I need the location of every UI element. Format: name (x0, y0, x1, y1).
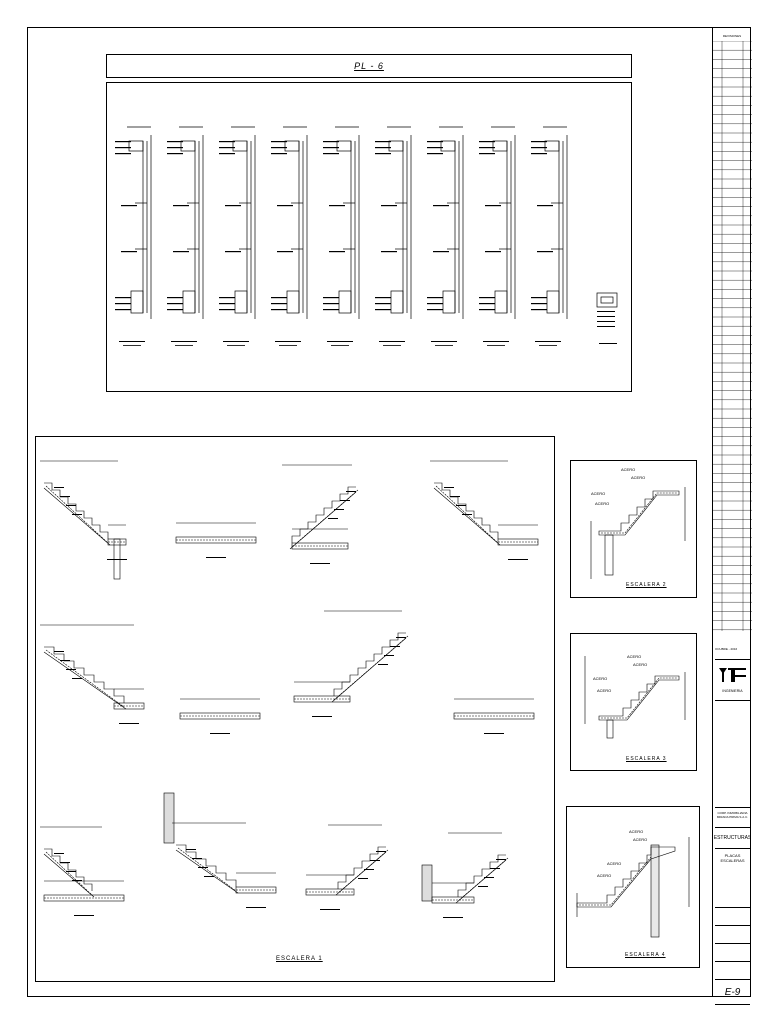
escalera-3-panel (570, 633, 697, 771)
svg-text:ACERO: ACERO (627, 654, 642, 659)
wall-elevation (323, 127, 359, 346)
stair-flight (430, 461, 508, 545)
stair-flight (328, 825, 388, 895)
drawing-title-2: ESCALERAS (720, 858, 745, 863)
date-line: OCUBRE - 2016 (715, 647, 738, 651)
stair-flight (40, 625, 134, 709)
svg-text:ACERO: ACERO (595, 501, 610, 506)
stair-landing (294, 682, 350, 717)
discipline-box (715, 827, 750, 849)
drawing-title-1: PLACAS (724, 853, 741, 858)
owner-block (715, 807, 750, 819)
wall-elevation (115, 127, 151, 346)
title-block-lower-lines (715, 907, 750, 978)
revisions-grid (713, 41, 752, 631)
escalera-1-panel (35, 436, 555, 982)
sheet-number-box (715, 979, 750, 1005)
stair-landing (176, 523, 256, 558)
stair-landing (454, 699, 534, 734)
stair-flight (40, 827, 102, 897)
stair-landing (107, 525, 127, 560)
escalera-4-label: ESCALERA 4 (625, 952, 666, 958)
escalera-2-label: ESCALERA 2 (626, 582, 667, 588)
stair-landing (292, 529, 348, 564)
svg-text:ACERO: ACERO (593, 676, 608, 681)
svg-text:ACERO: ACERO (633, 662, 648, 667)
svg-text:ACERO: ACERO (621, 467, 636, 472)
wall-elevation (375, 127, 411, 346)
escalera-2-drawing (571, 461, 696, 597)
svg-text:ACERO: ACERO (631, 475, 646, 480)
drawing-title-box (715, 849, 750, 863)
discipline: ESTRUCTURAS (713, 835, 752, 841)
svg-text:ACERO: ACERO (633, 837, 648, 842)
wall-elevation (219, 127, 255, 346)
escalera-1-label: ESCALERA 1 (276, 956, 323, 962)
placas-panel (106, 82, 632, 392)
wall-section-detail (597, 293, 617, 344)
stair-landing (44, 881, 124, 916)
stair-flight (282, 465, 358, 549)
placas-elevations-drawing (107, 83, 631, 391)
owner-line-2: MIRADA PRIMA S.A.C. (716, 815, 749, 819)
stair-flight (40, 461, 118, 545)
stair-landing (306, 875, 354, 910)
stair-landing (114, 689, 144, 724)
wall-elevation (531, 127, 567, 346)
company-logo (715, 659, 750, 701)
revisions-header: REVISIONES (722, 34, 742, 38)
stair-landing (498, 525, 538, 560)
escalera-3-label: ESCALERA 3 (626, 756, 667, 762)
wall-elevation (167, 127, 203, 346)
wall-elevation (427, 127, 463, 346)
escalera-4-panel (566, 806, 700, 968)
sheet-number: E-9 (724, 986, 741, 998)
stair-flight (172, 823, 246, 893)
svg-text:ACERO: ACERO (597, 873, 612, 878)
svg-text:ACERO: ACERO (591, 491, 606, 496)
escalera-4-drawing (567, 807, 699, 967)
stair-flight (324, 611, 408, 702)
svg-text:ACERO: ACERO (629, 829, 644, 834)
escalera-1-drawing (36, 437, 554, 981)
svg-text:ACERO: ACERO (597, 688, 612, 693)
wall-elevation (271, 127, 307, 346)
stair-landing (236, 873, 276, 908)
section-title: PL - 6 (354, 61, 384, 71)
company-name: INGENIERIA (722, 689, 743, 693)
stair-landing (180, 699, 260, 734)
stair-landing (432, 883, 474, 918)
escalera-2-panel (570, 460, 697, 598)
owner-line-1: CORP. INMOBILIARIA (717, 811, 748, 815)
title-block (712, 27, 751, 997)
company-logo-icon (715, 660, 750, 690)
wall-elevation (479, 127, 515, 346)
section-title-bar (106, 54, 632, 78)
escalera-3-drawing (571, 634, 696, 770)
stair-flight (448, 833, 508, 903)
svg-text:ACERO: ACERO (607, 861, 622, 866)
